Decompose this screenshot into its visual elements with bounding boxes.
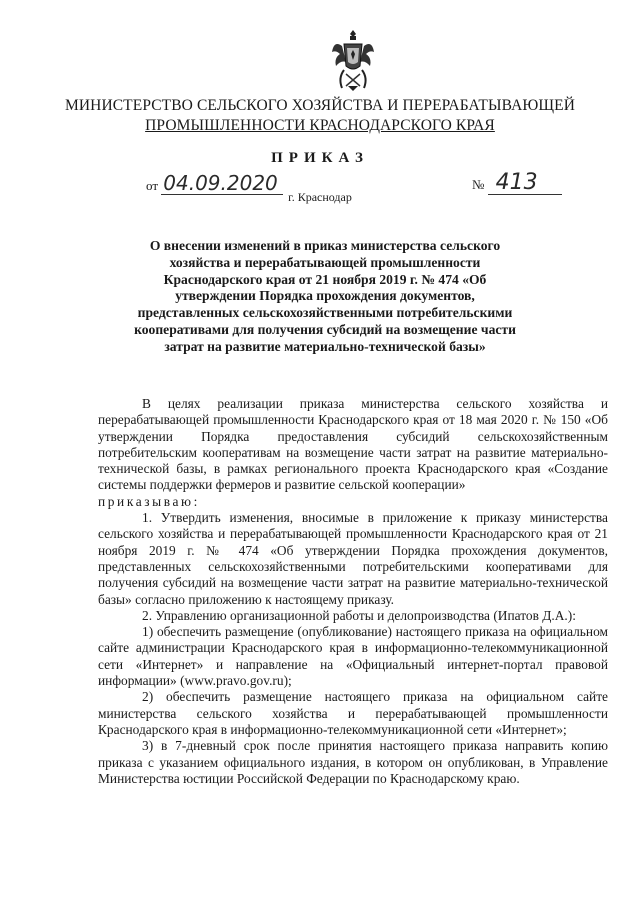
order-subject: О внесении изменений в приказ министерства сельского хозяйства и перерабатывающей промышленности Краснодарского края от 21 ноября 2019 г. № 474 «Об утверждении Порядка прохождения документов, представленных сельскохозяйственными потребительскими кооперативами для получения субсидий на возмещение части затрат на развитие материально-технической базы»	[134, 238, 516, 354]
ministry-name-line1: МИНИСТЕРСТВО СЕЛЬСКОГО ХОЗЯЙСТВА И ПЕРЕРАБАТЫВАЮЩЕЙ	[64, 97, 575, 114]
number-prefix: №	[472, 177, 485, 192]
preamble	[98, 396, 608, 510]
order-body	[98, 396, 608, 787]
preamble-text: В целях реализации приказа министерства сельского хозяйства и перерабатывающей промышленности Краснодарского края от 18 мая 2020 г. № 150 «Об утверждении Порядка предоставления субсидий сельскохозяйственным потребительским кооперативам на возмещение части затрат на развитие материально-технической базы, в рамках регионального проекта Краснодарского края «Создание системы поддержки фермеров и развитие сельской кооперации»	[98, 396, 608, 493]
number-handwritten: 413	[488, 172, 562, 195]
coat-of-arms-icon	[330, 26, 376, 92]
item-2-3: 3) в 7-дневный срок после принятия настоящего приказа направить копию приказа с указанием официального издания, в котором он опубликован, в Управление Министерства юстиции Российской Федерации по Краснодарскому краю.	[98, 738, 608, 786]
item-2-1: 1) обеспечить размещение (опубликование) настоящего приказа на официальном сайте администрации Краснодарского края в информационно-телекоммуникационной сети «Интернет» и направление на «Официальный интернет-портал правовой информации» (www.pravo.gov.ru);	[98, 624, 608, 689]
order-word: приказываю:	[98, 493, 200, 509]
item-2: 2. Управлению организационной работы и делопроизводства (Ипатов Д.А.):	[142, 607, 576, 623]
city-label: г. Краснодар	[288, 190, 352, 204]
document-type-title: ПРИКАЗ	[271, 150, 369, 166]
date-prefix: от	[146, 178, 159, 193]
ministry-name-line2: ПРОМЫШЛЕННОСТИ КРАСНОДАРСКОГО КРАЯ	[145, 117, 495, 134]
date-handwritten: 04.09.2020	[161, 172, 283, 195]
ministry-name	[40, 96, 600, 136]
item-1: 1. Утвердить изменения, вносимые в приложение к приказу министерства сельского хозяйства и перерабатывающей промышленности Краснодарского края от 21 ноября 2019 г. № 474 «Об утверждении Порядка прохождения документов, представленных сельскохозяйственными потребительскими кооперативами для получения субсидий на возмещение части затрат на развитие материально-технической базы» согласно приложению к настоящему приказу.	[98, 510, 608, 607]
item-2-2: 2) обеспечить размещение настоящего приказа на официальном сайте министерства сельского хозяйства и перерабатывающей промышленности Краснодарского края в информационно-телекоммуникационной сети «Интернет»;	[98, 689, 608, 737]
